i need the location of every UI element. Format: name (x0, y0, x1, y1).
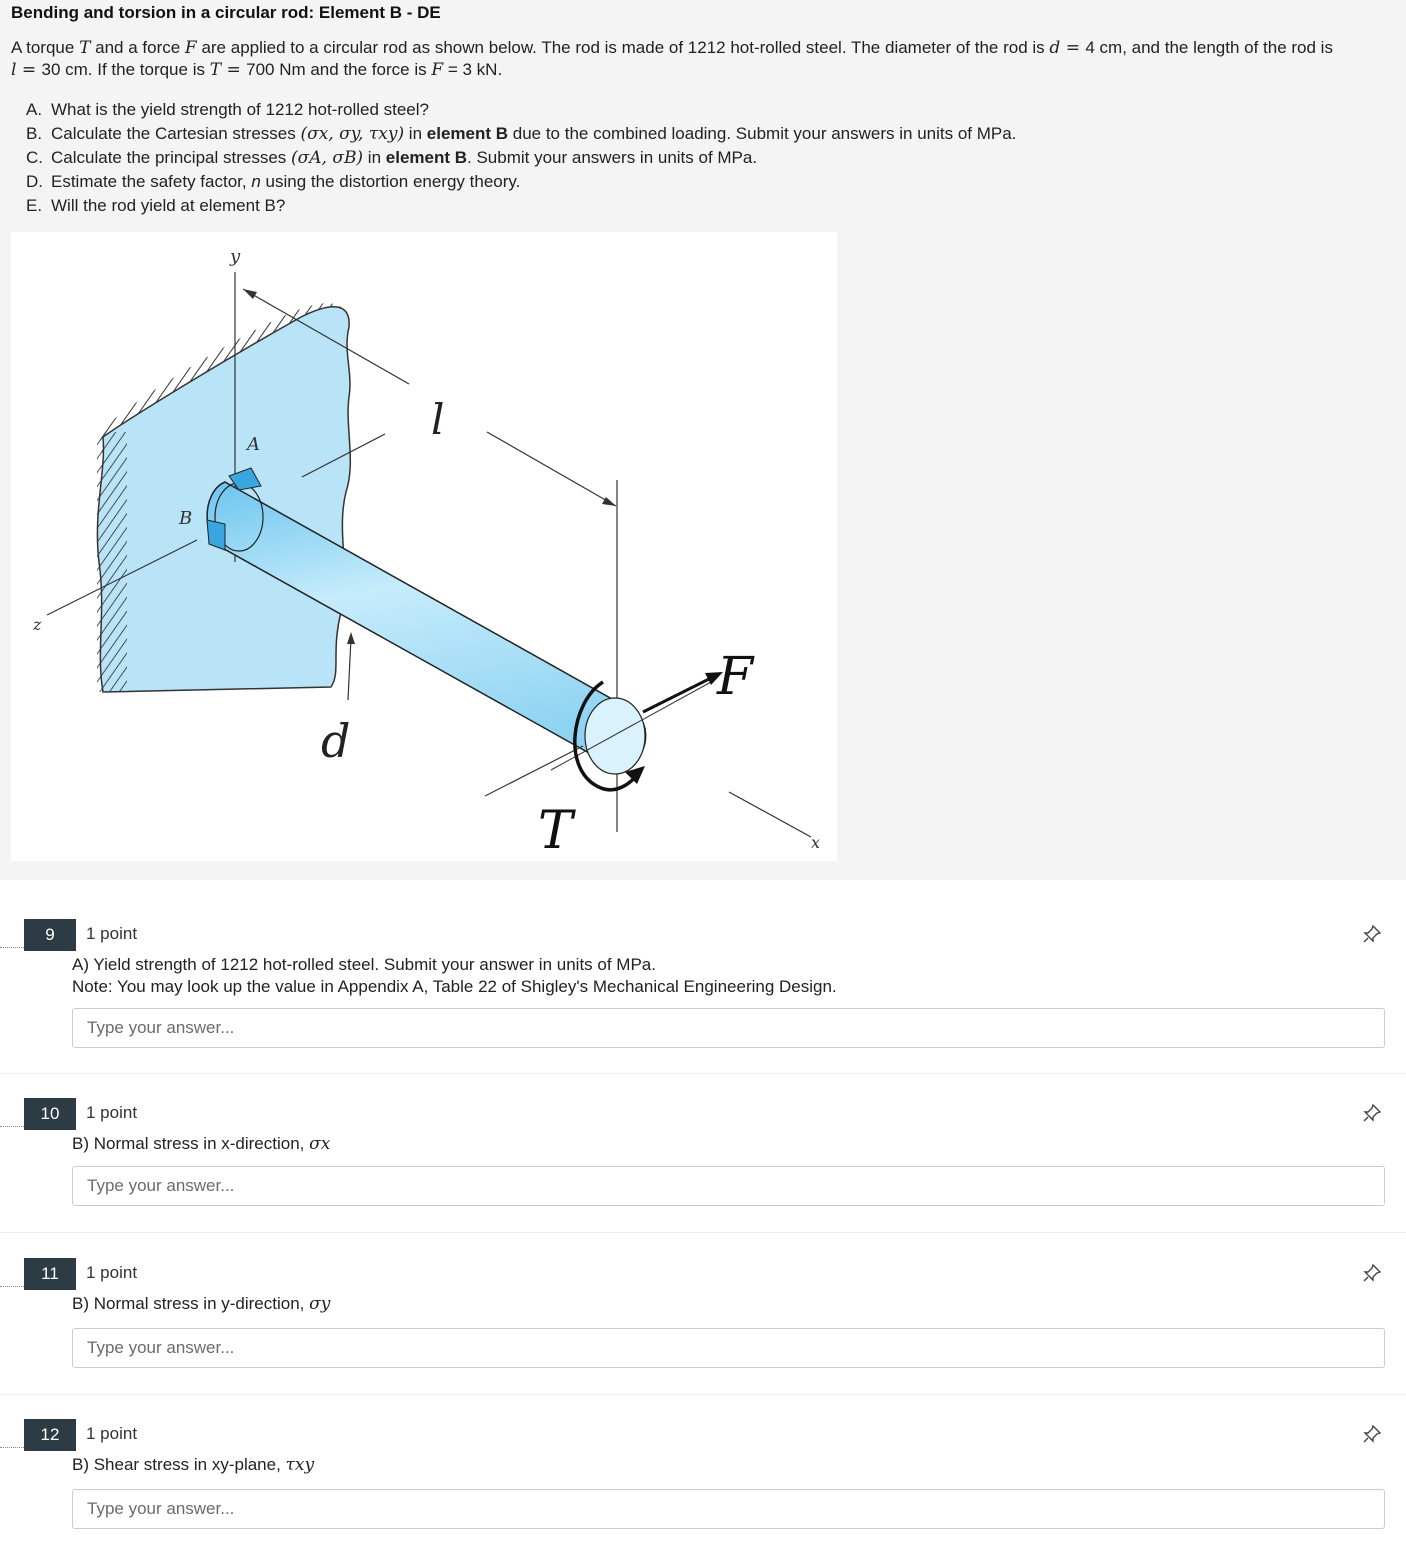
length-dim-arrow-2 (602, 497, 616, 506)
label-y: y (230, 246, 241, 267)
question-divider (0, 947, 24, 948)
question-separator (0, 1394, 1406, 1395)
problem-parts-list (26, 98, 1016, 218)
label-l: l (431, 395, 445, 444)
answer-input[interactable] (72, 1328, 1385, 1368)
length-dim-line-2 (487, 432, 616, 506)
answer-input[interactable] (72, 1166, 1385, 1206)
question-number: 12 (24, 1419, 76, 1451)
part-c: C. Calculate the principal stresses (σA, σB) in element B. Submit your answers in units of MPa. (26, 148, 758, 168)
pin-icon[interactable] (1362, 924, 1382, 944)
rod-end-face (585, 698, 645, 774)
bottom-ref-line (485, 746, 583, 796)
question-number: 9 (24, 919, 76, 951)
part-e: E. Will the rod yield at element B? (26, 196, 286, 215)
part-b: B. Calculate the Cartesian stresses (σx, σy, τxy) in element B due to the combined loading. Submit your answers in units of MPa. (26, 124, 1017, 144)
label-t: T (538, 801, 573, 861)
part-d: D. Estimate the safety factor, n using the distortion energy theory. (26, 172, 521, 191)
pin-icon[interactable] (1362, 1424, 1382, 1444)
question-text: A) Yield strength of 1212 hot-rolled steel. Submit your answer in units of MPa. Note: You may look up the value in Appendix A, Table 22 of Shigley's Mechanical Engineering Design. (72, 955, 837, 996)
question-points: 1 point (86, 1263, 138, 1282)
question-separator (0, 1232, 1406, 1233)
question-points: 1 point (86, 1103, 138, 1122)
question-points: 1 point (86, 924, 138, 943)
label-x: x (811, 833, 821, 852)
diameter-arrow-head (347, 632, 355, 644)
question-number: 11 (24, 1258, 76, 1290)
question-text: B) Normal stress in x-direction, σx (72, 1134, 331, 1154)
diameter-arrow-line (348, 638, 351, 700)
question-text: B) Normal stress in y-direction, σy (72, 1294, 331, 1314)
problem-title: Bending and torsion in a circular rod: Element B - DE (11, 3, 441, 22)
force-arrow-line (643, 678, 711, 712)
label-d: d (321, 714, 351, 768)
question-points: 1 point (86, 1424, 138, 1443)
label-b: B (179, 508, 193, 529)
rod-diagram-svg (11, 232, 837, 861)
question-divider (0, 1126, 24, 1127)
wall-edge (97, 432, 127, 692)
question-separator (0, 1073, 1406, 1074)
length-dim-arrow-1 (243, 289, 257, 299)
question-text: B) Shear stress in xy-plane, τxy (72, 1455, 315, 1475)
label-a: A (247, 434, 260, 455)
x-axis-line (729, 792, 811, 837)
answer-input[interactable] (72, 1489, 1385, 1529)
question-number: 10 (24, 1098, 76, 1130)
answer-input[interactable] (72, 1008, 1385, 1048)
question-divider (0, 1447, 24, 1448)
question-divider (0, 1286, 24, 1287)
label-f: F (717, 647, 754, 707)
pin-icon[interactable] (1362, 1103, 1382, 1123)
pin-icon[interactable] (1362, 1263, 1382, 1283)
part-a: A. What is the yield strength of 1212 hot-rolled steel? (26, 100, 429, 119)
rod-diagram (11, 232, 837, 861)
label-z: z (33, 615, 42, 634)
problem-intro: A torque T and a force F are applied to a circular rod as shown below. The rod is made of 1212 hot-rolled steel. The diameter of the rod is d = 4 cm, and the length of the rod is l = 30 cm. If the torque is T = 700 Nm and the force is F = 3 kN. (11, 38, 1333, 80)
